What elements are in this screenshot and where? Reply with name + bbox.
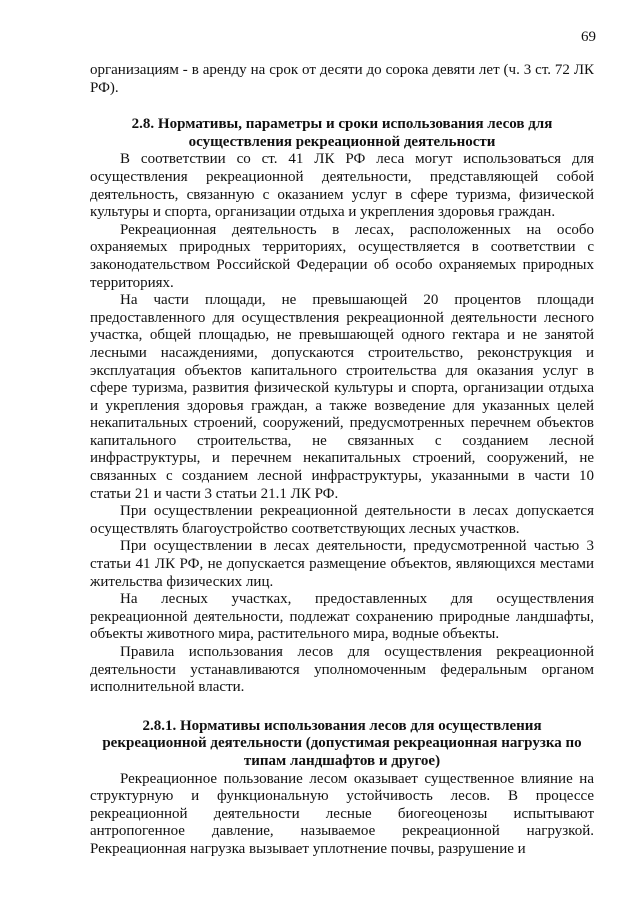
page-number: 69: [581, 29, 596, 45]
paragraph: При осуществлении рекреационной деятельности в лесах допускается осуществлять благоустройство соответствующих лесных участков.: [90, 503, 594, 537]
paragraph: При осуществлении в лесах деятельности, предусмотренной частью 3 статьи 41 ЛК РФ, не допускается размещение объектов, являющихся местами жительства физических лиц.: [90, 538, 594, 590]
section-heading-2-8-1-text: 2.8.1. Нормативы использования лесов для осуществления рекреационной деятельности (допустимая рекреационная нагрузка по типам ландшафтов и другое): [102, 717, 582, 769]
paragraph: Правила использования лесов для осуществления рекреационной деятельности устанавливаются уполномоченным федеральным органом исполнительной власти.: [90, 644, 594, 696]
section-heading-2-8: [90, 116, 594, 151]
paragraph: В соответствии со ст. 41 ЛК РФ леса могут использоваться для осуществления рекреационной деятельности, представляющей собой деятельность, связанную с оказанием услуг в сфере туризма, физической культуры и спорта, организации отдыха и укрепления здоровья граждан.: [90, 151, 594, 221]
section-heading-2-8-text: 2.8. Нормативы, параметры и сроки использования лесов для осуществления рекреационной деятельности: [131, 116, 553, 150]
intro-paragraph: организациям - в аренду на срок от десяти до сорока девяти лет (ч. 3 ст. 72 ЛК РФ).: [90, 62, 594, 96]
section-heading-2-8-1: [90, 718, 594, 771]
paragraph: На лесных участках, предоставленных для осуществления рекреационной деятельности, подлежат сохранению природные ландшафты, объекты животного мира, растительного мира, водные объекты.: [90, 591, 594, 643]
paragraph: На части площади, не превышающей 20 процентов площади предоставленного для осуществления рекреационной деятельности лесного участка, общей площадью, не превышающей одного гектара и не занятой лесными насаждениями, допускаются строительство, реконструкция и эксплуатация объектов капитального строительства для оказания услуг в сфере туризма, развития физической культуры и спорта, организации отдыха и укрепления здоровья граждан, а также возведение для указанных целей некапитальных строений, сооружений, предусмотренных перечнем объектов капитального строительства, не связанных с созданием лесной инфраструктуры, и перечнем некапитальных строений, сооружений, не связанных с созданием лесной инфраструктуры, указанными в части 10 статьи 21 и части 3 статьи 21.1 ЛК РФ.: [90, 292, 594, 502]
paragraph: Рекреационное пользование лесом оказывает существенное влияние на структурную и функциональную устойчивость лесов. В процессе рекреационной деятельности лесные биогеоценозы испытывают антропогенное давление, называемое рекреационной нагрузкой. Рекреационная нагрузка вызывает уплотнение почвы, разрушение и: [90, 770, 594, 857]
paragraph: Рекреационная деятельность в лесах, расположенных на особо охраняемых природных территориях, осуществляется в соответствии с законодательством Российской Федерации об особо охраняемых природных территориях.: [90, 221, 594, 291]
document-body: [90, 62, 594, 859]
